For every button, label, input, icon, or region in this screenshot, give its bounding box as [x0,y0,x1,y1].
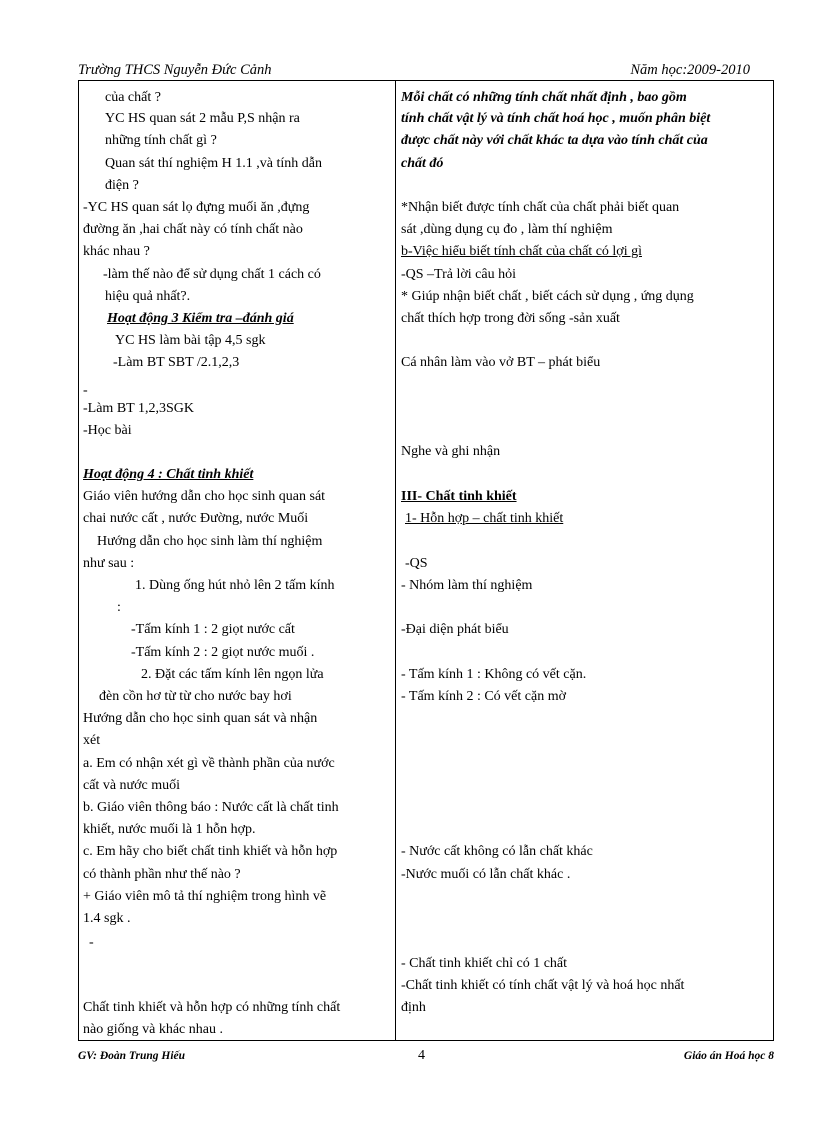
text-line: Nghe và ghi nhận [401,444,501,459]
text-line: YC HS làm bài tập 4,5 sgk [115,333,266,348]
text-line: - Nước cất không có lẫn chất khác [401,844,593,859]
text-line: -Tấm kính 2 : 2 giọt nước muối . [131,645,315,660]
text-line: *Nhận biết được tính chất của chất phải biết quan [401,200,680,215]
text-line: -Chất tinh khiết có tính chất vật lý và hoá học nhất [401,978,685,993]
column-divider [395,81,396,1040]
text-line: cất và nước muối [83,778,181,793]
text-line: được chất này với chất khác ta dựa vào tính chất của [401,133,708,148]
page-number: 4 [418,1048,425,1063]
text-line: -YC HS quan sát lọ đựng muối ăn ,đựng [83,200,310,215]
text-line: 1. Dùng ống hút nhỏ lên 2 tấm kính [135,578,335,593]
text-line: khác nhau ? [83,244,150,259]
activity-4-heading: Hoạt động 4 : Chất tinh khiết [83,467,254,482]
text-line: - Tấm kính 1 : Không có vết cặn. [401,667,587,682]
text-line: a. Em có nhận xét gì về thành phần của nước [83,756,335,771]
text-line: -Tấm kính 1 : 2 giọt nước cất [131,622,295,637]
text-line: -làm thế nào để sử dụng chất 1 cách có [103,267,321,282]
school-year: Năm học:2009-2010 [630,62,750,78]
text-line: Hướng dẫn cho học sinh làm thí nghiệm [97,534,323,549]
activity-3-heading: Hoạt động 3 Kiểm tra –đánh giá [107,311,294,326]
text-line: chai nước cất , nước Đường, nước Muối [83,511,309,526]
text-line: Mỗi chất có những tính chất nhất định , bao gồm [401,90,687,105]
text-line: Cá nhân làm vào vở BT – phát biểu [401,355,601,370]
text-line: - Tấm kính 2 : Có vết cặn mờ [401,689,567,704]
page-footer [78,1048,774,1068]
text-line: 2. Đặt các tấm kính lên ngọn lửa [141,667,324,682]
text-line: đèn cồn hơ từ từ cho nước bay hơi [99,689,292,704]
text-line: hiệu quả nhất?. [105,289,191,304]
text-line: - Chất tinh khiết chỉ có 1 chất [401,956,568,971]
text-line: YC HS quan sát 2 mẫu P,S nhận ra [105,111,300,126]
page-header [78,62,750,80]
text-line: nào giống và khác nhau . [83,1022,223,1037]
text-line: Giáo viên hướng dẫn cho học sinh quan sát [83,489,326,504]
text-line: định [401,1000,426,1015]
text-line: c. Em hãy cho biết chất tinh khiết và hỗn hợp [83,844,338,859]
text-line: đường ăn ,hai chất này có tính chất nào [83,222,303,237]
text-line: chất đó [401,156,444,171]
text-line: tính chất vật lý và tính chất hoá học , muốn phân biệt [401,111,711,126]
text-line: -Đại diện phát biểu [401,622,509,637]
text-line: - [89,935,94,950]
text-line: của chất ? [105,90,161,105]
text-line: b. Giáo viên thông báo : Nước cất là chất tinh [83,800,339,815]
text-line: -Làm BT 1,2,3SGK [83,401,194,416]
text-line: * Giúp nhận biết chất , biết cách sử dụng , ứng dụng [401,289,694,304]
text-line: những tính chất gì ? [105,133,217,148]
text-line: Quan sát thí nghiệm H 1.1 ,và tính dẫn [105,156,322,171]
text-line: -Nước muối có lẫn chất khác . [401,867,571,882]
text-line: -Học bài [83,423,132,438]
text-line: -Làm BT SBT /2.1,2,3 [113,355,240,370]
teacher-name: GV: Đoàn Trung Hiếu [78,1050,186,1062]
text-line: khiết, nước muối là 1 hỗn hợp. [83,822,256,837]
text-line: chất thích hợp trong đời sống -sản xuất [401,311,620,326]
text-line: như sau : [83,556,135,571]
text-line: 1.4 sgk . [83,911,131,926]
section-iii-heading: III- Chất tinh khiết [401,489,517,504]
text-line: + Giáo viên mô tả thí nghiệm trong hình vẽ [83,889,327,904]
text-line: -QS [405,556,428,571]
text-line: -QS –Trả lời câu hỏi [401,267,516,282]
subheading-b: b-Việc hiểu biết tính chất của chất có lợi gì [401,244,642,259]
text-line: : [117,600,121,615]
text-line: - [83,383,88,398]
text-line: Hướng dẫn cho học sinh quan sát và nhận [83,711,318,726]
text-line: sát ,dùng dụng cụ đo , làm thí nghiệm [401,222,613,237]
school-name: Trường THCS Nguyễn Đức Cảnh [78,62,272,78]
text-line: Chất tinh khiết và hỗn hợp có những tính chất [83,1000,341,1015]
section-1-heading: 1- Hỗn hợp – chất tinh khiết [405,511,564,526]
text-line: - Nhóm làm thí nghiệm [401,578,533,593]
text-line: có thành phần như thế nào ? [83,867,241,882]
text-line: điện ? [105,178,139,193]
text-line: xét [83,733,101,748]
lesson-table [78,80,774,1041]
subject-name: Giáo án Hoá học 8 [683,1050,774,1062]
